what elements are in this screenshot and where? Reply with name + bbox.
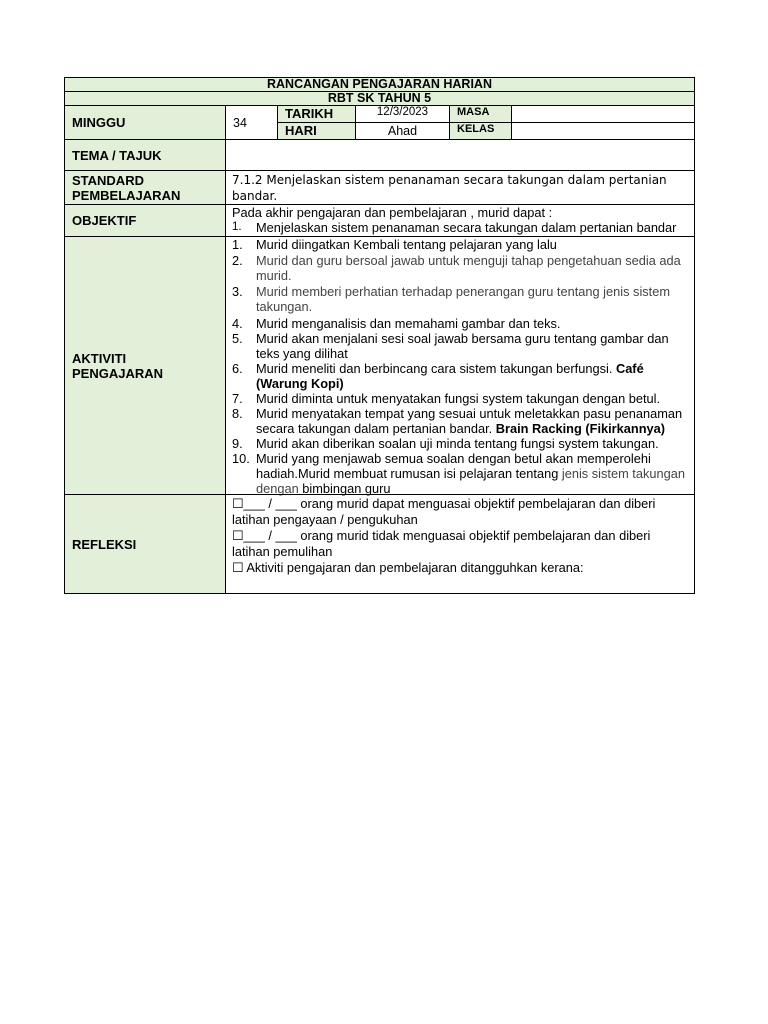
hari-label-text: HARI [285,123,317,138]
list-item-text: Murid akan menjalani sesi soal jawab bersama guru tentang gambar dan teks yang dilihat [256,331,669,361]
standard-value-cell [225,170,695,205]
list-item-num: 10. [232,451,250,466]
aktiviti-list [232,237,688,496]
list-item-text: Murid meneliti dan berbincang cara sistem takungan berfungsi. [256,361,613,376]
list-item [232,253,688,283]
kelas-label [449,122,512,140]
tema-label-text: TEMA / TAJUK [72,147,162,163]
tema-value-cell [225,139,695,171]
standard-text-line2: bandar. [232,189,278,203]
list-item [232,436,688,451]
list-item-num: 8. [232,406,243,421]
tema-label [64,139,226,171]
list-item [232,284,688,314]
list-item-text: Murid akan diberikan soalan uji minda tentang fungsi system takungan. [256,436,659,451]
list-item-text: Murid dan guru bersoal jawab untuk menguji tahap pengetahuan sedia ada murid. [256,253,681,283]
tarikh-value-cell [355,105,450,123]
list-item-bold: Brain Racking (Fikirkannya) [495,421,666,436]
refleksi-line3: ☐___ / ___ orang murid tidak menguasai objektif pembelajaran dan diberi [232,528,651,543]
kelas-value-cell [511,122,695,140]
list-item-num: 5. [232,331,243,346]
list-item-text: Murid menganalisis dan memahami gambar dan teks. [256,316,561,331]
standard-label-line1: STANDARD [72,172,144,188]
aktiviti-value-cell [225,236,695,495]
hari-value-cell [355,122,450,140]
minggu-value: 34 [233,115,247,130]
list-item-text: Murid memberi perhatian terhadap penerangan guru tentang jenis sistem takungan. [256,284,671,314]
tarikh-label [277,105,356,123]
minggu-value-cell [225,105,278,140]
refleksi-value-cell [225,494,695,594]
refleksi-line5: ☐ Aktiviti pengajaran dan pembelajaran ditangguhkan kerana: [232,560,584,575]
list-item-text: Murid menyatakan tempat yang sesuai untuk meletakkan pasu penanaman secara takungan dalam pertanian bandar. [256,406,683,436]
list-item [232,237,688,252]
objektif-item-num: 1. [232,221,242,233]
masa-label-text: MASA [457,106,490,118]
list-item-num: 4. [232,316,243,331]
list-item-text: Murid diminta untuk menyatakan fungsi system takungan dengan betul. [256,391,661,406]
list-item-bold: Café (Warung Kopi) [256,361,644,391]
minggu-label-text: MINGGU [72,115,126,130]
objektif-label-text: OBJEKTIF [72,213,137,228]
list-item-tail-text: bimbingan guru [302,481,391,496]
list-item-num: 1. [232,237,243,252]
list-item-gray-text: jenis sistem takungan dengan [256,466,685,496]
objektif-item-text: Menjelaskan sistem penanaman secara takungan dalam pertanian bandar [256,220,677,235]
plan-subtitle [64,91,695,106]
list-item-num: 3. [232,284,243,299]
refleksi-label [64,494,226,594]
standard-label [64,170,226,205]
standard-text-line1: 7.1.2 Menjelaskan sistem penanaman secara takungan dalam pertanian [232,173,667,187]
kelas-label-text: KELAS [457,123,495,135]
masa-value-cell [511,105,695,123]
plan-title-text: RANCANGAN PENGAJARAN HARIAN [266,77,492,91]
refleksi-label-text: REFLEKSI [72,536,137,552]
lesson-plan-table [64,77,695,594]
refleksi-line2: latihan pengayaan / pengukuhan [232,512,418,527]
objektif-item [232,220,688,235]
list-item [232,391,688,406]
list-item [232,331,688,361]
masa-label [449,105,512,123]
minggu-label [64,105,226,140]
plan-title [64,77,695,92]
aktiviti-label-line1: AKTIVITI [72,350,127,366]
list-item-num: 9. [232,436,243,451]
list-item-num: 7. [232,391,243,406]
tarikh-label-text: TARIKH [285,106,334,121]
hari-label [277,122,356,140]
list-item [232,316,688,331]
list-item-text: Murid diingatkan Kembali tentang pelajaran yang lalu [256,237,557,252]
list-item [232,361,688,391]
list-item [232,451,688,496]
list-item [232,406,688,436]
aktiviti-label-line2: PENGAJARAN [72,365,164,381]
hari-value: Ahad [387,124,418,138]
refleksi-line1: ☐___ / ___ orang murid dapat menguasai objektif pembelajaran dan diberi [232,496,656,511]
list-item-text: Murid yang menjawab semua soalan dengan betul akan memperolehi hadiah.Murid membuat rumusan isi pelajaran tentang [256,451,651,481]
list-item-num: 2. [232,253,243,268]
aktiviti-label [64,236,226,495]
plan-subtitle-text: RBT SK TAHUN 5 [327,91,432,105]
standard-label-line2: PEMBELAJARAN [72,187,181,203]
refleksi-line4: latihan pemulihan [232,544,333,559]
objektif-intro: Pada akhir pengajaran dan pembelajaran , murid dapat : [232,205,553,220]
list-item-num: 6. [232,361,243,376]
objektif-value-cell [225,204,695,237]
objektif-label [64,204,226,237]
tarikh-value: 12/3/2023 [376,106,429,118]
